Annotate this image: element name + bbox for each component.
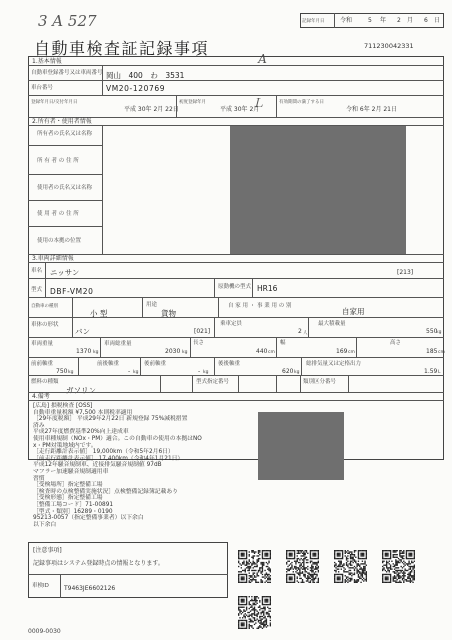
section4-header: 4.備考 <box>32 393 50 400</box>
use-label: 用途 <box>146 302 158 308</box>
rear-rear-axle-value: 620 <box>282 368 294 375</box>
section2-header: 2.所有者・使用者情報 <box>32 118 92 125</box>
qr-code <box>238 550 271 583</box>
inspection-id-label: 車検ID <box>32 583 49 589</box>
remark-line: ［前走行距離計表示値］ 17,400km（令和4年1月21日） <box>33 455 184 462</box>
registration-number: 岡山 400 わ 3531 <box>106 71 185 80</box>
height-label: 高さ <box>390 340 402 346</box>
type-cert-label: 型式指定番号 <box>196 379 230 385</box>
shape-code: [021] <box>194 328 211 335</box>
length-label: 長さ <box>193 340 205 346</box>
document-number: 711230042331 <box>364 42 414 50</box>
model-value: DBF-VM20 <box>50 287 94 296</box>
bizuse-value: 自家用 <box>342 307 365 316</box>
record-date-month: 2 <box>397 17 401 24</box>
remarks-list <box>33 403 202 528</box>
document-title: 自動車検査証記録事項 <box>34 39 210 58</box>
shape-label: 車体の形状 <box>31 322 59 328</box>
qr-code <box>286 550 319 583</box>
width-label: 幅 <box>280 340 286 346</box>
maker-value: ニッサン <box>50 268 80 277</box>
gross-weight-value: 2030 <box>165 348 181 355</box>
engine-label: 原動機の型式 <box>218 284 252 290</box>
rear-front-axle-value: - <box>198 368 201 375</box>
qr-code <box>382 550 415 583</box>
section1-header: 1.基本情報 <box>32 58 62 65</box>
qr-code <box>238 596 271 629</box>
record-date-era: 令和 <box>340 17 353 24</box>
remark-line: ［走行距離計表示値］ 19,000km（令和5年2月6日） <box>33 449 174 456</box>
record-date-label: 記録年月日 <box>302 19 325 24</box>
weight-label: 車両重量 <box>31 341 54 347</box>
record-date-year: 5 <box>368 17 372 24</box>
expiry-label: 有効期間の満了する日 <box>279 100 324 105</box>
height-value: 185 <box>426 348 438 355</box>
registration-number-label: 自動車登録番号又は車両番号 <box>31 70 103 76</box>
weight-value: 1370 <box>76 348 92 355</box>
front-front-axle-label: 前前軸重 <box>31 361 54 367</box>
maker-label: 車名 <box>31 268 43 274</box>
notes-text: 記録事項はシステム登録時点の情報となります。 <box>33 560 164 567</box>
remark-line: マフラー加速騒音規制適用車 <box>33 468 109 475</box>
base-location-label: 使用の本拠の位置 <box>37 238 82 244</box>
remark-line: 95213-0057（指定整備事業者）以下余白 <box>33 515 144 522</box>
remark-line: 済み <box>33 422 45 429</box>
fuel-value: ガソリン <box>66 386 96 395</box>
vin-label: 車台番号 <box>31 85 54 91</box>
remark-line: x・PM対策地域内です。 <box>33 442 97 449</box>
capacity-label: 乗車定員 <box>220 321 243 327</box>
front-front-axle-value: 750 <box>56 368 68 375</box>
bizuse-label: 自 家 用 ・ 事 業 用 の 別 <box>228 303 292 309</box>
fuel-label: 燃料の種類 <box>31 379 59 385</box>
remark-line: 以下余白 <box>33 521 57 528</box>
remark-line: ［整備工場コード］71-00891 <box>33 501 114 508</box>
maker-code: [213] <box>397 269 414 276</box>
first-reg-month-value: 平成 30年 2月 <box>220 106 260 113</box>
first-reg-month-label: 初度登録年月 <box>179 100 206 105</box>
remark-line: 自動車重量税額 ¥7,500 本則税率適用 <box>33 409 133 416</box>
length-value: 440 <box>256 348 268 355</box>
redacted-owner-info <box>230 126 406 254</box>
remark-line: ［29年度税額］ 平成29年2月22日 新規登録 75%減税措置 <box>33 416 188 423</box>
user-address-label: 使 用 者 の 住 所 <box>37 211 79 217</box>
gross-weight-label: 車両総重量 <box>104 341 132 347</box>
remark-line: ［受検形態］指定整備工場 <box>33 495 103 502</box>
inspection-id: T9463JE6602126 <box>64 585 116 592</box>
remark-line: ［受検場所］指定整備工場 <box>33 482 103 489</box>
front-rear-axle-label: 前後軸重 <box>97 361 120 367</box>
owner-name-label: 所有者の氏名又は名称 <box>37 131 93 137</box>
form-code: 0009-0030 <box>28 628 61 635</box>
redacted-remarks <box>258 412 344 480</box>
rear-front-axle-label: 後前軸重 <box>144 361 167 367</box>
handwritten-note: 3 A 527 <box>38 12 97 30</box>
vehicle-type-label: 自動車の種別 <box>31 304 58 309</box>
qr-code <box>334 550 367 583</box>
displacement-label: 総排気量又は定格出力 <box>306 361 362 367</box>
remark-line: ［型式・類別］16289・0190 <box>33 508 113 515</box>
engine-value: HR16 <box>257 284 278 293</box>
handwritten-mark: Ｌ <box>252 96 265 110</box>
use-value: 貨物 <box>161 309 176 318</box>
remark-line: 習慣 <box>33 475 45 482</box>
model-label: 型式 <box>31 287 43 293</box>
rear-rear-axle-label: 後後軸重 <box>218 361 241 367</box>
remark-line: 平成12年騒音規制車、近接排気騒音規制値 97dB <box>33 462 162 469</box>
notes-header: [注意事項] <box>33 547 62 554</box>
remark-line: 平成27年度燃費基準20%向上達成車 <box>33 429 129 436</box>
first-reg-value: 平成 30年 2月 22日 <box>124 106 179 113</box>
max-load-value: 550 <box>426 328 438 335</box>
remark-line: 使用車種規制（NOx・PM）適合。この自動車の使用の本拠はNO <box>33 435 202 442</box>
vin-value: VM20-120769 <box>106 84 166 93</box>
handwritten-mark: А <box>258 52 268 66</box>
first-reg-label: 登録年月日/交付年月日 <box>31 100 78 105</box>
displacement-value: 1.59 <box>424 368 438 375</box>
capacity-value: 2 <box>298 328 302 335</box>
max-load-label: 最大積載量 <box>318 321 346 327</box>
remark-line: ［検査時の点検整備実施状況］点検整備記録簿記載あり <box>33 488 178 495</box>
vehicle-type-value: 小 型 <box>90 309 108 318</box>
class-number-label: 類別区分番号 <box>303 379 337 385</box>
record-date-day: 6 <box>424 17 428 24</box>
section3-header: 3.車両詳細情報 <box>32 255 74 262</box>
shape-value: バン <box>75 327 90 336</box>
width-value: 169 <box>336 348 348 355</box>
owner-address-label: 所 有 者 の 住 所 <box>37 158 79 164</box>
remark-line: [広島] 損税検査 [OSS] <box>33 403 93 409</box>
front-rear-axle-value: - <box>128 368 131 375</box>
expiry-value: 令和 6年 2月 21日 <box>346 106 397 113</box>
user-name-label: 使用者の氏名又は名称 <box>37 185 93 191</box>
